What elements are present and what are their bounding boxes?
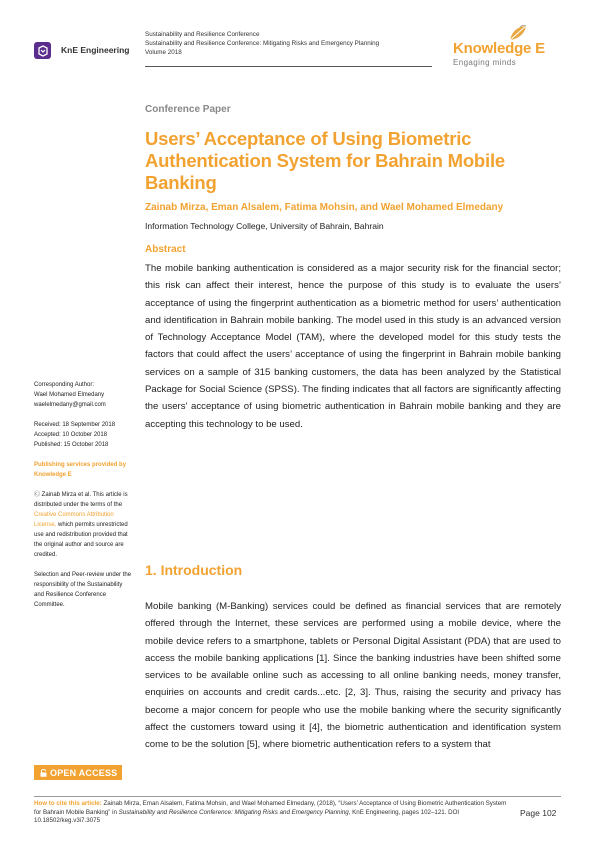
published-date: Published: 15 October 2018 (34, 442, 109, 448)
open-access-badge (34, 765, 122, 780)
corresponding-author-email[interactable]: waelelmedany@gmail.com (34, 402, 106, 408)
conference-volume: Volume 2018 (145, 49, 182, 56)
kne-logo-icon (34, 42, 51, 59)
publishing-services: Publishing services provided by Knowledge E (34, 462, 127, 478)
license-text-pre: Ⓒ Zainab Mirza et al. This article is distributed under the terms of the (34, 492, 128, 508)
brand-name: Knowledge E (453, 40, 545, 57)
creative-commons-link[interactable]: Creative Commons Attribution License, (34, 512, 114, 528)
accepted-date: Accepted: 10 October 2018 (34, 432, 108, 438)
conference-line-2: Sustainability and Resilience Conference: Mitigating Risks and Emergency Planning (145, 40, 380, 47)
introduction-text: Mobile banking (M-Banking) services could be defined as financial services that are remotely offered through the Internet, these services are performed using a mobile device, where the mobile device refers to a smartphone, tablets or Personal Digital Assistant (PDA) that are used to access the mobile banking applications [1]. Since the banking industries have been shifted some services to be available online such as accessing to all online banking needs, money transfer, enquiries on accounts and credit cards...etc. [2, 3]. Thus, raising the security and privacy has become a major concern for people who use the mobile banking where the security significantly affect the customers toward using it [4], the biometric authentication and identification system come to be the solution [5], where biometric authentication refers to a system that (145, 601, 561, 751)
open-lock-icon (40, 769, 47, 777)
main-content (145, 104, 561, 433)
paper-authors: Zainab Mirza, Eman Alsalem, Fatima Mohsin, and Wael Mohamed Elmedany (145, 202, 504, 213)
corresponding-author (34, 380, 134, 410)
abstract-text: The mobile banking authentication is considered as a major security risk for the financial sector; this risk can affect their interest, hence the purpose of this study is to evaluate the users’ acceptance of using the fingerprint authentication as a biometric method for users’ authentication and identification in Bahrain mobile banking. The model used in this study is an advanced version of Technology Acceptance Model (TAM), where the developed model for this study tests the factors that could affect the users’ acceptance of using the fingerprint in Bahrain mobile banking services on a sample of 315 banking customers, the data has been analyzed by the Statistical Package for Social Science (SPSS). The finding indicates that all factors are significantly affecting the users’ acceptance of using biometric authentication in Bahrain mobile banking and they are accepting this technology to be used. (145, 263, 561, 430)
knowledge-e-brand (453, 40, 573, 67)
page-number: Page 102 (520, 808, 557, 818)
open-access-label: OPEN ACCESS (50, 767, 118, 778)
page-header (0, 0, 595, 80)
paper-type: Conference Paper (145, 104, 231, 115)
cite-text: Zainab Mirza, Eman Alsalem, Fatima Mohsin, and Wael Mohamed Elmedany, (2018), “Users’ Acceptance of Using Biometric Authentication System for Bahrain Mobile Banking” in (34, 800, 507, 816)
conference-line-1: Sustainability and Resilience Conference (145, 31, 260, 38)
paper-title: Users’ Acceptance of Using Biometric Authentication System for Bahrain Mobile Banking (145, 128, 505, 193)
corresponding-author-name: Wael Mohamed Elmedany (34, 392, 105, 398)
abstract-heading: Abstract (145, 244, 186, 255)
cite-label: How to cite this article: (34, 800, 102, 807)
cite-tail: KnE Engineering, pages 102–121. DOI 10.18502/keg.v3i7.3075 (34, 808, 460, 824)
author-affiliation: Information Technology College, University of Bahrain, Bahrain (145, 221, 384, 231)
cite-venue: Sustainability and Resilience Conference: Mitigating Risks and Emergency Planning, (118, 808, 351, 816)
article-dates (34, 420, 134, 450)
license-statement (34, 490, 134, 560)
brand-tagline: Engaging minds (453, 58, 516, 67)
received-date: Received: 18 September 2018 (34, 422, 116, 428)
conference-info (145, 30, 379, 57)
peer-review-statement: Selection and Peer-review under the responsibility of the Sustainability and Resilience Conference Committee. (34, 572, 132, 608)
article-sidebar (34, 380, 134, 620)
section-heading-introduction: 1. Introduction (145, 562, 243, 578)
footer-divider (34, 796, 561, 797)
citation-footer (34, 800, 514, 826)
license-text-post: which permits unrestricted use and redistribution provided that the original author and source are credited. (34, 522, 128, 558)
corresponding-author-label: Corresponding Author: (34, 382, 95, 388)
publisher-label: KnE Engineering (61, 45, 130, 55)
header-divider (145, 66, 432, 67)
